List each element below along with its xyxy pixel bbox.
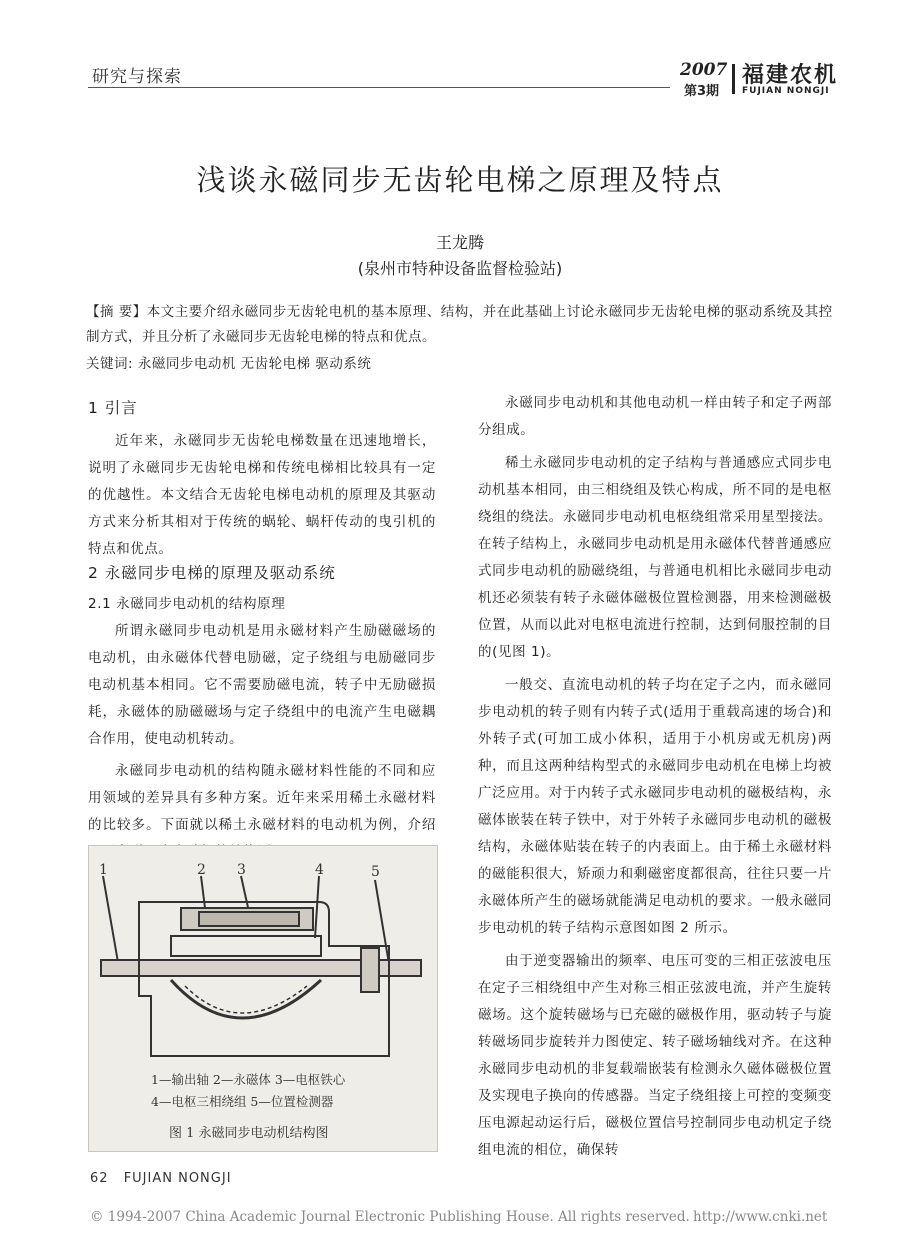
journal-masthead: [678, 60, 848, 104]
rotor-gear-arc: [171, 980, 321, 1018]
callout-2: 2: [197, 862, 206, 878]
header-rule: [88, 87, 670, 88]
source-url: http://www.cnki.net: [693, 1209, 828, 1225]
left-column-intro: [88, 395, 436, 563]
journal-year: 2007: [680, 60, 728, 80]
callout-3: 3: [237, 862, 246, 878]
article-title: 浅谈永磁同步无齿轮电梯之原理及特点: [196, 163, 724, 197]
journal-name: 福建农机: [742, 62, 839, 88]
paragraph: 由于逆变器输出的频率、电压可变的三相正弦波电压在定子三相绕组中产生对称三相正弦波电流，并产生旋转磁场。这个旋转磁场与已充磁的磁极作用，驱动转子与旋转磁场同步旋转并力图使定、转子磁场轴线对齐。在这种永磁同步电动机的非复载端嵌装有检测永久磁体磁极位置及实现电子换向的传感器。当定子绕组接上可控的变频变压电源起动运行后，磁极位置信号控制同步电动机定子绕组电流的相位，确保转: [478, 953, 832, 1158]
abstract: 【摘 要】本文主要介绍永磁同步无齿轮电机的基本原理、结构，并在此基础上讨论永磁同步无齿轮电梯的驱动系统及其控制方式，并且分析了永磁同步无齿轮电梯的特点和优点。: [86, 304, 833, 345]
leader-line-1: [103, 876, 119, 968]
heading-section-2-1: 2.1 永磁同步电动机的结构原理: [88, 596, 286, 612]
heading-introduction: 1 引言: [88, 399, 138, 417]
heading-section-2: 2 永磁同步电梯的原理及驱动系统: [88, 564, 336, 582]
paragraph: 稀土永磁同步电动机的定子结构与普通感应式同步电动机基本相同，由三相绕组及铁心构成，所不同的是电枢绕组的绕法。永磁同步电动机电枢绕组常采用星型接法。在转子结构上，永磁同步电动机是用永磁体代替普通感应式同步电动机的励磁绕组，与普通电机相比永磁同步电动机还必须装有转子永磁体磁极位置检测器，用来检测磁极位置，从而以此对电枢电流进行控制，达到伺服控制的目的(见图 1)。: [478, 455, 832, 660]
paragraph: 永磁同步电动机的结构随永磁材料性能的不同和应用领域的差异具有多种方案。近年来采用稀土永磁材料的比较多。下面就以稀土永磁材料的电动机为例，介绍: [88, 763, 436, 833]
legend-line-2: 4—电枢三相绕组 5—位置检测器: [151, 1094, 334, 1109]
paragraph: 永磁同步电动机和其他电动机一样由转子和定子两部分组成。: [478, 395, 832, 438]
paragraph: 近年来，永磁同步无齿轮电梯数量在迅速地增长，说明了永磁同步无齿轮电梯和传统电梯相比较具有一定的优越性。本文结合无齿轮电梯电动机的原理及其驱动方式来分析其相对于传统的蜗轮、蜗杆传动的曳引机的特点和优点。: [88, 433, 436, 557]
motor-structure-diagram: [89, 846, 437, 1151]
section-label: 研究与探索: [92, 67, 182, 87]
journal-issue: 第3期: [684, 84, 720, 99]
page-footer: [90, 1171, 232, 1186]
callout-5: 5: [371, 864, 380, 880]
left-column-section-2: [88, 560, 436, 866]
copyright-notice: © 1994-2007 China Academic Journal Electronic Publishing House. All rights reserved.: [90, 1209, 690, 1225]
author-affiliation: (泉州市特种设备监督检验站): [357, 259, 563, 278]
armature-winding: [185, 986, 307, 1013]
figure-1: [88, 845, 438, 1152]
journal-name-en: FUJIAN NONGJI: [742, 86, 830, 96]
leader-line-4: [315, 876, 319, 938]
right-column: [478, 390, 832, 1164]
callout-1: 1: [99, 862, 108, 878]
leader-line-3: [241, 876, 249, 912]
legend-line-1: 1—输出轴 2—永磁体 3—电枢铁心: [151, 1072, 346, 1087]
rotor-body: [171, 936, 321, 956]
figure-caption: 图 1 永磁同步电动机结构图: [169, 1126, 329, 1141]
callout-4: 4: [315, 862, 324, 878]
page-number: 62: [90, 1171, 109, 1186]
footer-journal-name: FUJIAN NONGJI: [123, 1171, 232, 1186]
masthead-divider: [732, 64, 735, 94]
article-author: 王龙腾: [435, 233, 484, 252]
position-detector: [361, 948, 379, 992]
permanent-magnet: [199, 912, 299, 926]
keywords: 关键词: 永磁同步电动机 无齿轮电梯 驱动系统: [86, 356, 372, 372]
paragraph: 所谓永磁同步电动机是用永磁材料产生励磁磁场的电动机，由永磁体代替电励磁，定子绕组与电励磁同步电动机基本相同。它不需要励磁电流，转子中无励磁损耗，永磁体的励磁磁场与定子绕组中的电流产生电磁耦合作用，使电动机转动。: [88, 623, 436, 747]
paragraph: 一般交、直流电动机的转子均在定子之内，而永磁同步电动机的转子则有内转子式(适用于重载高速的场合)和外转子式(可加工成小体积，适用于小机房或无机房)两种，而且这两种结构型式的永磁同步电动机在电梯上均被广泛应用。对于内转子式永磁同步电动机的磁极结构，永磁体嵌装在转子铁中，对于外转子永磁同步电动机的磁极结构，永磁体贴装在转子的内表面上。由于稀土永磁材料的磁能积很大，矫顽力和剩磁密度都很高，往往只要一片永磁体所产生的磁场就能满足电动机的要求。一般永磁同步电动机的转子结构示意图如图 2 所示。: [478, 677, 832, 936]
